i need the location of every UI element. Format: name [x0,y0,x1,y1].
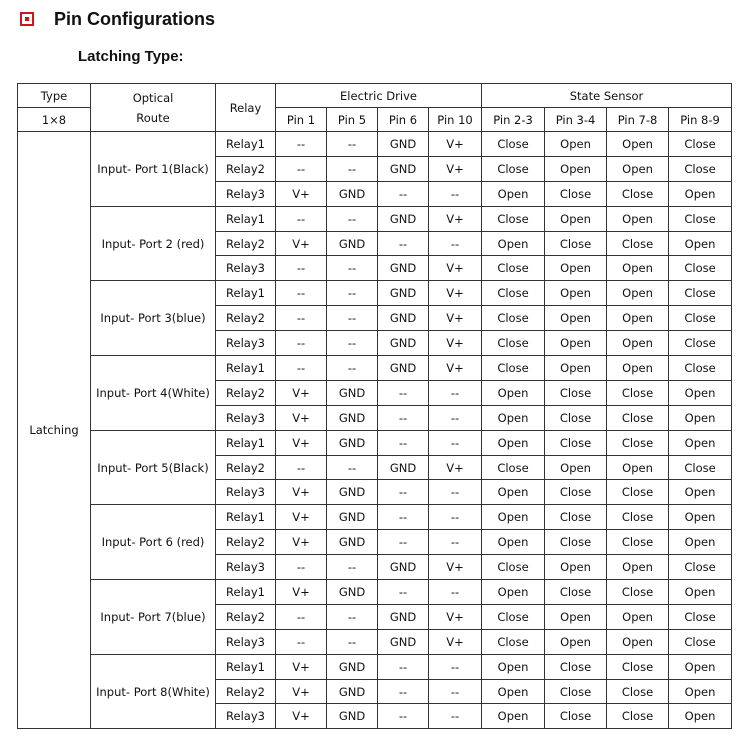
table-row [18,281,732,306]
pin-header: Pin 3-4 [545,108,607,132]
drive-cell: -- [378,405,429,430]
sensor-cell: Open [545,455,607,480]
drive-cell: -- [276,555,327,580]
sensor-cell: Close [607,505,669,530]
optical-route-line2: Route [136,110,170,125]
drive-cell: -- [429,679,482,704]
sensor-cell: Close [545,580,607,605]
drive-cell: -- [429,654,482,679]
sensor-cell: Close [482,455,545,480]
drive-cell: -- [327,132,378,157]
sensor-cell: Open [545,206,607,231]
relay-cell: Relay1 [216,430,276,455]
sensor-cell: Close [482,306,545,331]
sensor-cell: Open [545,256,607,281]
subheading: Latching Type: [78,48,184,65]
drive-cell: -- [429,480,482,505]
relay-cell: Relay3 [216,629,276,654]
sensor-cell: Open [607,356,669,381]
drive-cell: GND [327,679,378,704]
sensor-cell: Open [545,629,607,654]
sensor-cell: Open [545,356,607,381]
drive-cell: -- [378,505,429,530]
sensor-cell: Close [482,256,545,281]
relay-cell: Relay1 [216,505,276,530]
sensor-cell: Close [607,231,669,256]
sensor-cell: Open [482,704,545,729]
drive-cell: V+ [429,281,482,306]
drive-cell: -- [276,156,327,181]
drive-cell: GND [378,331,429,356]
relay-cell: Relay1 [216,132,276,157]
drive-cell: V+ [276,380,327,405]
table-row [18,505,732,530]
pin-header: Pin 2-3 [482,108,545,132]
drive-cell: V+ [429,604,482,629]
sensor-cell: Close [545,704,607,729]
drive-cell: GND [378,256,429,281]
relay-cell: Relay2 [216,306,276,331]
drive-cell: GND [378,206,429,231]
sensor-cell: Close [669,256,732,281]
relay-cell: Relay1 [216,281,276,306]
sensor-cell: Close [607,580,669,605]
sensor-cell: Close [482,356,545,381]
drive-cell: -- [378,580,429,605]
relay-cell: Relay2 [216,455,276,480]
drive-cell: -- [276,356,327,381]
drive-cell: -- [429,530,482,555]
relay-cell: Relay1 [216,654,276,679]
sensor-cell: Open [607,132,669,157]
drive-cell: V+ [429,629,482,654]
sensor-cell: Close [669,629,732,654]
drive-cell: GND [378,356,429,381]
table-row [18,580,732,605]
sensor-cell: Open [669,181,732,206]
sensor-cell: Close [669,555,732,580]
port-cell: Input- Port 3(blue) [91,281,216,356]
drive-cell: -- [276,331,327,356]
sensor-cell: Open [607,156,669,181]
relay-cell: Relay3 [216,181,276,206]
drive-cell: -- [276,455,327,480]
sensor-cell: Close [545,480,607,505]
sensor-cell: Close [669,604,732,629]
drive-cell: -- [429,704,482,729]
port-cell: Input- Port 7(blue) [91,580,216,655]
drive-cell: -- [327,256,378,281]
optical-route-header [91,84,216,132]
sensor-cell: Close [545,430,607,455]
drive-cell: -- [276,256,327,281]
relay-cell: Relay3 [216,555,276,580]
sensor-cell: Close [669,356,732,381]
sensor-cell: Open [607,629,669,654]
sensor-cell: Close [545,380,607,405]
sensor-cell: Open [607,206,669,231]
drive-cell: -- [276,306,327,331]
drive-cell: V+ [429,555,482,580]
drive-cell: -- [429,580,482,605]
table-row [18,430,732,455]
drive-cell: -- [276,604,327,629]
sensor-cell: Close [545,679,607,704]
sensor-cell: Close [607,181,669,206]
sensor-cell: Close [607,480,669,505]
drive-cell: -- [429,181,482,206]
drive-cell: V+ [429,331,482,356]
electric-drive-header: Electric Drive [276,84,482,108]
drive-cell: GND [327,405,378,430]
drive-cell: GND [327,654,378,679]
drive-cell: -- [429,380,482,405]
sensor-cell: Open [482,231,545,256]
drive-cell: GND [327,530,378,555]
drive-cell: -- [327,356,378,381]
sensor-cell: Open [482,380,545,405]
sensor-cell: Open [669,380,732,405]
relay-cell: Relay2 [216,231,276,256]
drive-cell: GND [327,505,378,530]
drive-cell: -- [327,206,378,231]
drive-cell: V+ [429,356,482,381]
drive-cell: GND [378,306,429,331]
sensor-cell: Open [669,679,732,704]
sensor-cell: Open [669,580,732,605]
sensor-cell: Open [482,530,545,555]
drive-cell: V+ [276,530,327,555]
drive-cell: V+ [276,580,327,605]
sensor-cell: Open [482,679,545,704]
relay-cell: Relay1 [216,580,276,605]
sensor-cell: Close [545,405,607,430]
header-row-1 [18,84,732,108]
sensor-cell: Close [607,430,669,455]
state-sensor-header: State Sensor [482,84,732,108]
sensor-cell: Open [482,580,545,605]
sensor-cell: Open [545,281,607,306]
sensor-cell: Open [482,505,545,530]
drive-cell: -- [327,629,378,654]
sensor-cell: Open [669,704,732,729]
drive-cell: GND [378,555,429,580]
table-body [18,84,732,729]
pin-header: Pin 5 [327,108,378,132]
drive-cell: V+ [429,455,482,480]
sensor-cell: Close [669,306,732,331]
drive-cell: GND [378,132,429,157]
sensor-cell: Open [545,604,607,629]
drive-cell: -- [276,206,327,231]
sensor-cell: Close [607,405,669,430]
drive-cell: -- [327,331,378,356]
drive-cell: V+ [276,231,327,256]
sensor-cell: Open [607,555,669,580]
drive-cell: V+ [276,654,327,679]
drive-cell: V+ [276,430,327,455]
drive-cell: GND [327,181,378,206]
pin-header: Pin 6 [378,108,429,132]
sensor-cell: Open [482,430,545,455]
drive-cell: -- [378,679,429,704]
sensor-cell: Close [482,604,545,629]
drive-cell: -- [327,555,378,580]
relay-cell: Relay3 [216,480,276,505]
table-row [18,132,732,157]
optical-route-line1: Optical [132,90,174,105]
drive-cell: GND [378,156,429,181]
pin-header: Pin 10 [429,108,482,132]
sensor-cell: Close [607,380,669,405]
sensor-cell: Open [607,604,669,629]
sensor-cell: Open [669,530,732,555]
sensor-cell: Close [669,132,732,157]
drive-cell: V+ [276,704,327,729]
relay-cell: Relay3 [216,704,276,729]
sensor-cell: Open [545,306,607,331]
sensor-cell: Close [482,281,545,306]
drive-cell: -- [429,430,482,455]
sensor-cell: Close [482,206,545,231]
sensor-cell: Open [669,430,732,455]
drive-cell: -- [276,281,327,306]
sensor-cell: Close [669,206,732,231]
section-heading [12,6,215,32]
drive-cell: GND [327,704,378,729]
relay-header: Relay [216,84,276,132]
drive-cell: -- [378,380,429,405]
sensor-cell: Close [607,679,669,704]
sensor-cell: Open [607,281,669,306]
drive-cell: V+ [429,306,482,331]
sensor-cell: Open [669,654,732,679]
sensor-cell: Close [482,132,545,157]
sensor-cell: Open [545,331,607,356]
sensor-cell: Close [482,156,545,181]
pin-header: Pin 8-9 [669,108,732,132]
drive-cell: V+ [276,679,327,704]
sensor-cell: Open [482,480,545,505]
pin-header: Pin 1 [276,108,327,132]
drive-cell: GND [327,380,378,405]
sensor-cell: Open [669,231,732,256]
sensor-cell: Close [607,530,669,555]
sensor-cell: Close [669,156,732,181]
type-value: 1×8 [18,108,91,132]
drive-cell: V+ [429,206,482,231]
drive-cell: GND [378,629,429,654]
drive-cell: V+ [429,256,482,281]
drive-cell: -- [327,156,378,181]
relay-cell: Relay2 [216,604,276,629]
relay-cell: Relay3 [216,256,276,281]
sensor-cell: Open [607,455,669,480]
sensor-cell: Open [545,555,607,580]
relay-cell: Relay2 [216,530,276,555]
sensor-cell: Close [482,331,545,356]
drive-cell: V+ [276,181,327,206]
sensor-cell: Close [545,231,607,256]
port-cell: Input- Port 8(White) [91,654,216,729]
drive-cell: V+ [429,156,482,181]
square-bullet-icon [20,12,34,26]
drive-cell: V+ [276,480,327,505]
sensor-cell: Open [669,405,732,430]
drive-cell: -- [378,704,429,729]
sensor-cell: Open [545,156,607,181]
relay-cell: Relay3 [216,331,276,356]
sensor-cell: Open [482,654,545,679]
sensor-cell: Close [607,704,669,729]
drive-cell: -- [378,654,429,679]
sensor-cell: Close [545,530,607,555]
pin-configuration-table [17,83,732,729]
drive-cell: GND [327,480,378,505]
port-cell: Input- Port 6 (red) [91,505,216,580]
drive-cell: GND [378,455,429,480]
type-cell: Latching [18,132,91,729]
port-cell: Input- Port 1(Black) [91,132,216,207]
sensor-cell: Open [607,256,669,281]
sensor-cell: Open [482,181,545,206]
sensor-cell: Close [607,654,669,679]
drive-cell: GND [378,604,429,629]
drive-cell: -- [378,430,429,455]
sensor-cell: Open [669,480,732,505]
pin-header: Pin 7-8 [607,108,669,132]
sensor-cell: Close [545,181,607,206]
drive-cell: -- [378,480,429,505]
sensor-cell: Open [607,331,669,356]
table-row [18,654,732,679]
drive-cell: -- [378,181,429,206]
drive-cell: -- [378,231,429,256]
page-title: Pin Configurations [54,8,215,29]
drive-cell: V+ [429,132,482,157]
sensor-cell: Close [482,555,545,580]
relay-cell: Relay2 [216,156,276,181]
sensor-cell: Open [669,505,732,530]
relay-cell: Relay2 [216,679,276,704]
drive-cell: -- [327,604,378,629]
drive-cell: -- [327,281,378,306]
relay-cell: Relay2 [216,380,276,405]
drive-cell: -- [327,306,378,331]
type-header: Type [18,84,91,108]
drive-cell: -- [276,132,327,157]
drive-cell: GND [327,430,378,455]
table-row [18,206,732,231]
drive-cell: -- [429,231,482,256]
sensor-cell: Close [482,629,545,654]
drive-cell: GND [327,231,378,256]
drive-cell: -- [327,455,378,480]
sensor-cell: Open [545,132,607,157]
port-cell: Input- Port 2 (red) [91,206,216,281]
drive-cell: -- [378,530,429,555]
relay-cell: Relay1 [216,206,276,231]
drive-cell: -- [429,405,482,430]
drive-cell: V+ [276,505,327,530]
sensor-cell: Close [669,331,732,356]
table-row [18,356,732,381]
sensor-cell: Close [669,281,732,306]
sensor-cell: Close [545,654,607,679]
drive-cell: -- [429,505,482,530]
drive-cell: GND [327,580,378,605]
drive-cell: GND [378,281,429,306]
sensor-cell: Close [669,455,732,480]
drive-cell: -- [276,629,327,654]
port-cell: Input- Port 5(Black) [91,430,216,505]
port-cell: Input- Port 4(White) [91,356,216,431]
drive-cell: V+ [276,405,327,430]
sensor-cell: Close [545,505,607,530]
sensor-cell: Open [607,306,669,331]
sensor-cell: Open [482,405,545,430]
relay-cell: Relay1 [216,356,276,381]
relay-cell: Relay3 [216,405,276,430]
